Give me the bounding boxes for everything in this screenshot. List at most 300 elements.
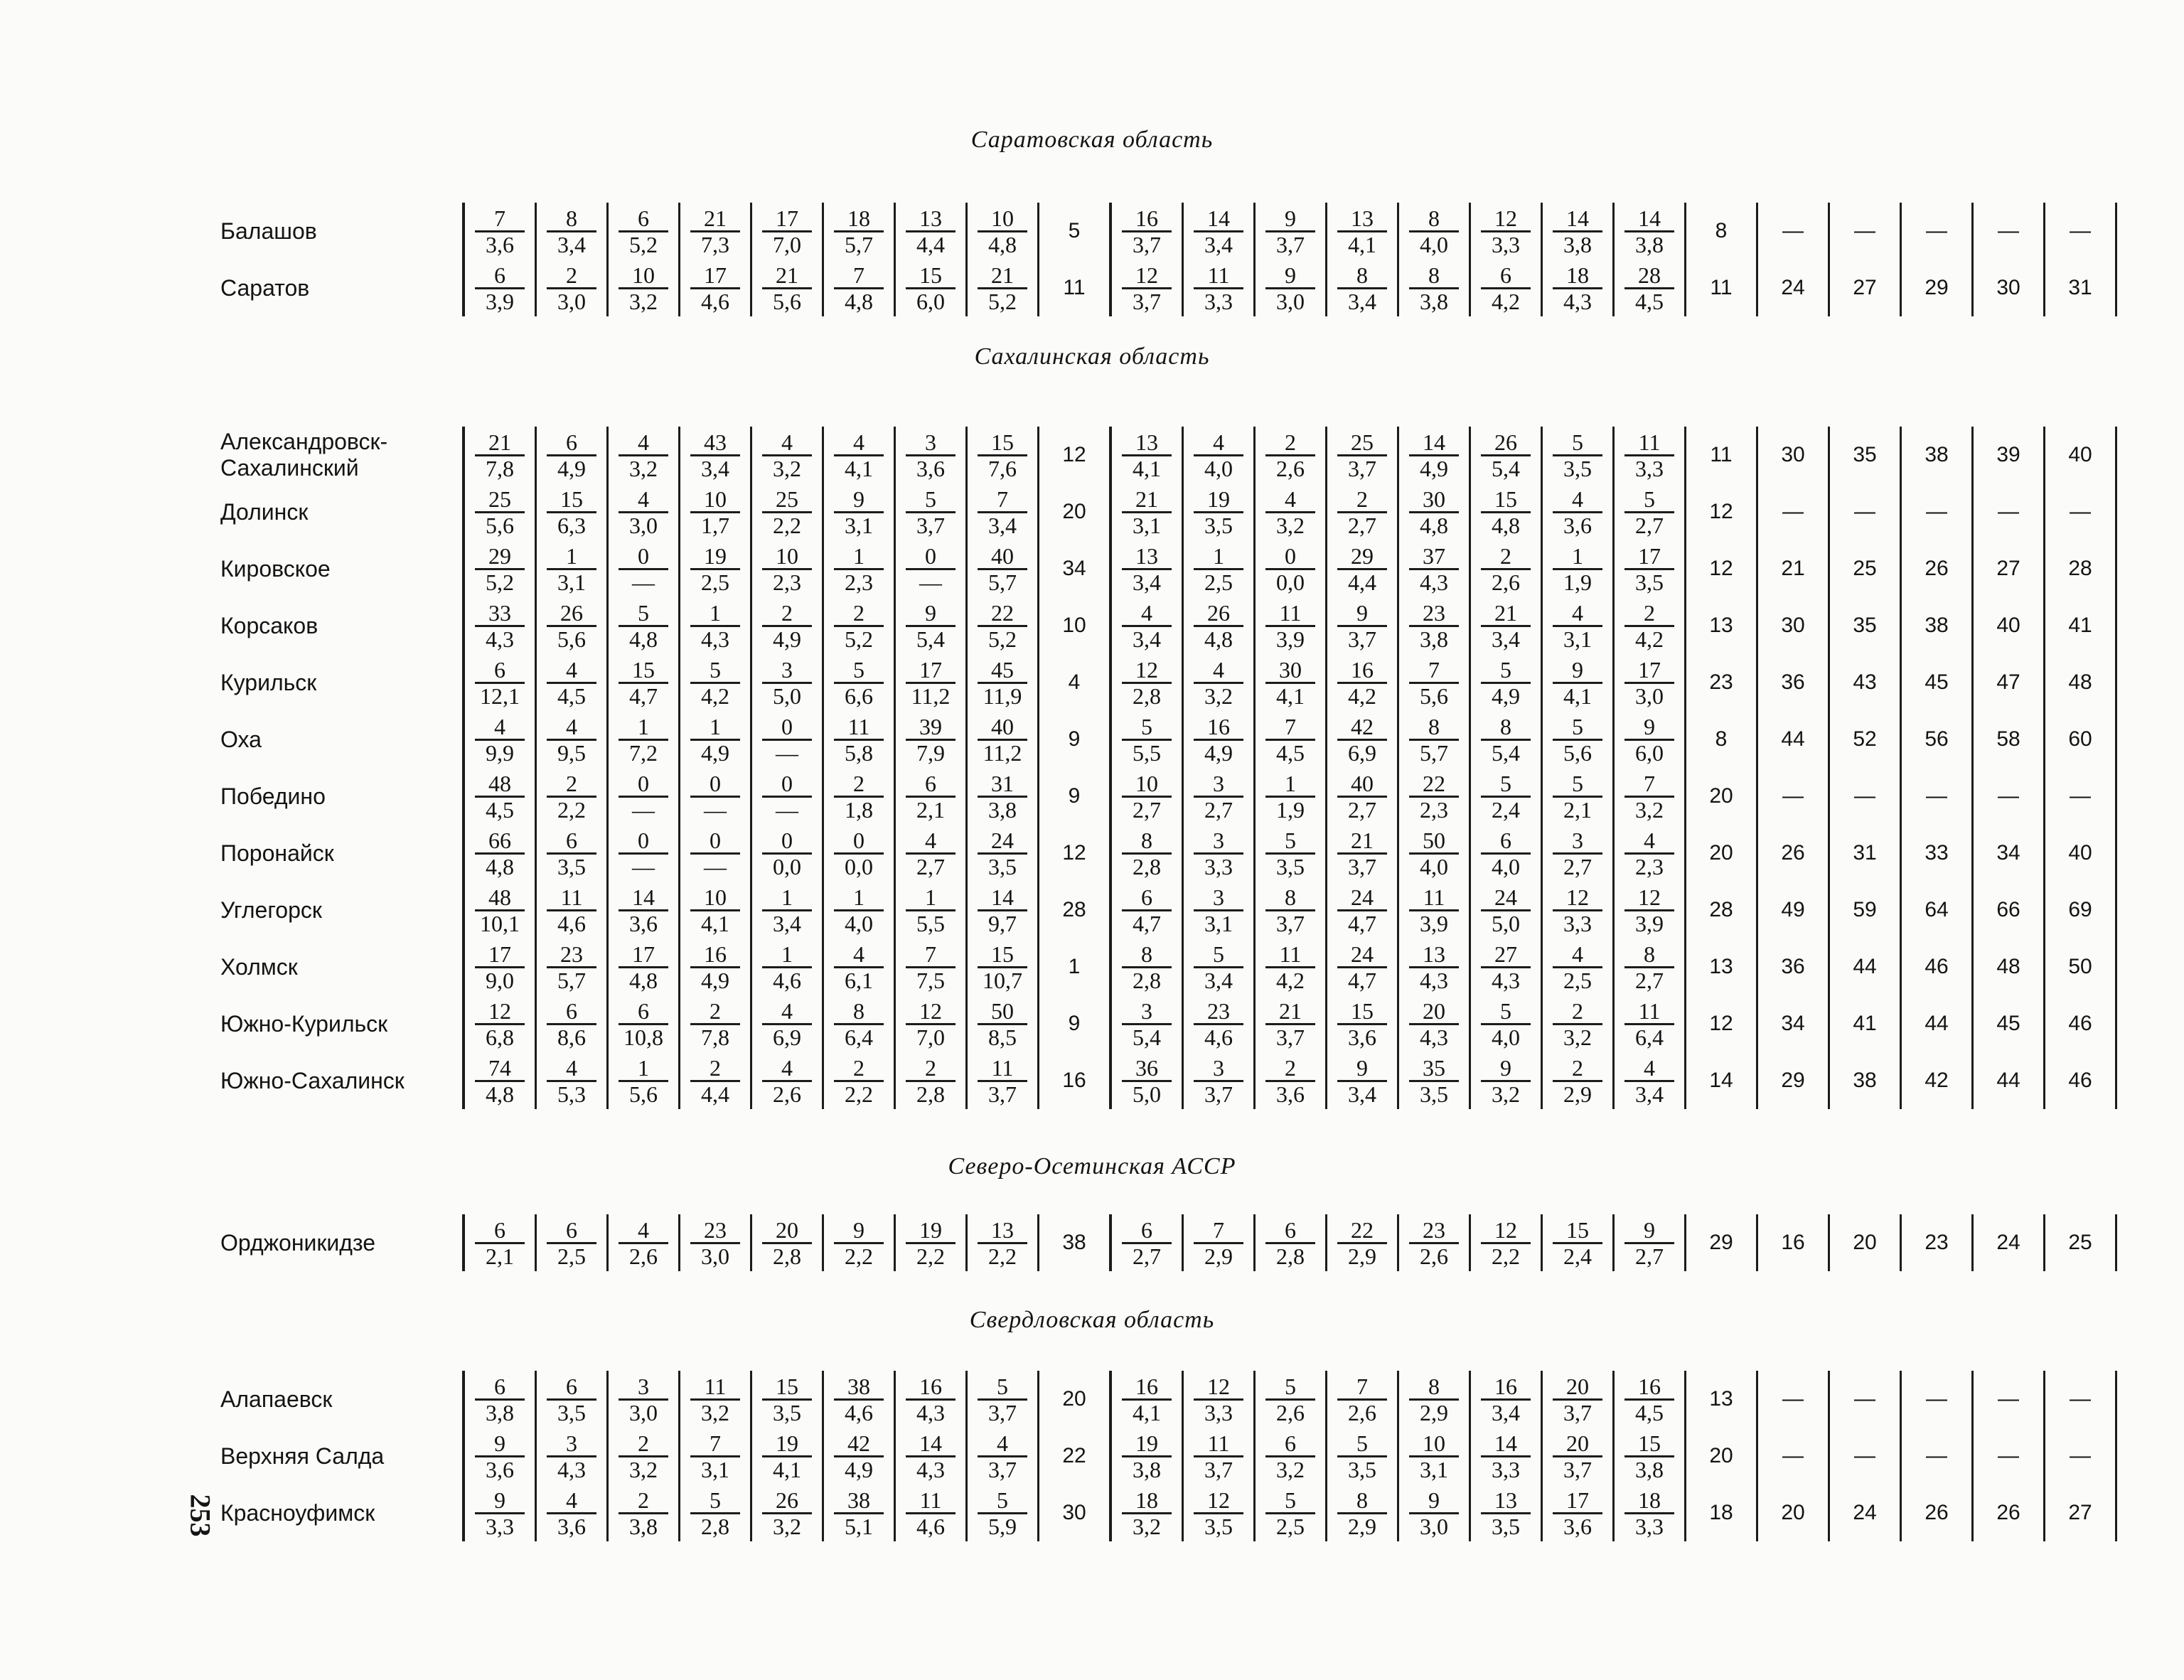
denominator: 3,1	[1194, 909, 1243, 936]
denominator: 6,4	[834, 1023, 884, 1049]
fraction	[690, 942, 740, 993]
numerator: 10	[632, 262, 655, 288]
fraction-cell	[1470, 483, 1542, 540]
denominator: 5,6	[547, 625, 596, 651]
numerator: 18	[1638, 1487, 1661, 1513]
fraction-cell	[608, 1428, 680, 1484]
fraction-cell	[1614, 597, 1686, 654]
numerator: 2	[1572, 997, 1583, 1024]
denominator: 3,7	[1265, 1023, 1315, 1049]
fraction-cell	[1255, 711, 1327, 768]
denominator: 4,8	[475, 852, 525, 879]
fraction	[1122, 1218, 1172, 1268]
fraction-cell	[895, 1484, 967, 1541]
percentile-value: 20	[1829, 1214, 1901, 1271]
percentile-value: 31	[1829, 825, 1901, 882]
fraction	[1553, 658, 1602, 708]
fraction-cell	[823, 711, 895, 768]
numerator: 7	[1213, 1216, 1224, 1243]
denominator: 3,1	[1122, 511, 1172, 537]
fraction-cell	[1398, 825, 1470, 882]
percentile-value: 52	[1829, 711, 1901, 768]
percentile-value: —	[1829, 768, 1901, 825]
percentile-value: 11	[1710, 276, 1733, 299]
denominator: 6,9	[762, 1023, 812, 1049]
fraction-cell	[464, 1428, 536, 1484]
fraction-cell	[967, 768, 1039, 825]
numerator: 13	[919, 205, 942, 231]
fraction	[1409, 771, 1459, 822]
fraction	[1553, 999, 1602, 1049]
fraction-cell	[895, 711, 967, 768]
fraction	[475, 487, 525, 537]
fraction-cell	[751, 1052, 823, 1109]
numerator: 20	[1423, 997, 1445, 1024]
numerator: 1	[1285, 770, 1296, 796]
fraction-cell	[1542, 882, 1614, 938]
fraction-cell	[1255, 540, 1327, 597]
fraction	[475, 828, 525, 879]
fraction	[1122, 206, 1172, 257]
numerator: 0	[781, 713, 793, 739]
numerator: 6	[638, 997, 649, 1024]
numerator: 4	[566, 1487, 577, 1513]
fraction-cell	[1542, 1371, 1614, 1428]
numerator: 1	[781, 884, 793, 910]
numerator: 4	[1572, 599, 1583, 626]
numerator: 5	[1285, 1373, 1296, 1399]
denominator: 3,4	[1122, 568, 1172, 594]
numerator: 38	[847, 1373, 870, 1399]
numerator: 2	[925, 1054, 936, 1081]
fraction	[1624, 1488, 1674, 1539]
numerator: 4	[1213, 656, 1224, 683]
denominator: 3,4	[547, 230, 596, 257]
numerator: 40	[1351, 770, 1374, 796]
numerator: 4	[997, 1430, 1008, 1456]
percentile-value: —	[2045, 768, 2116, 825]
fraction	[1122, 601, 1172, 651]
fraction	[834, 828, 884, 879]
fraction-cell	[1614, 711, 1686, 768]
fraction-cell	[1614, 1484, 1686, 1541]
percentile-value: 44	[1973, 1052, 2045, 1109]
numerator: 3	[781, 656, 793, 683]
fraction	[1624, 206, 1674, 257]
numerator: 25	[488, 486, 511, 512]
fraction-cell	[1183, 1052, 1255, 1109]
fraction	[762, 206, 812, 257]
denominator: 3,0	[690, 1242, 740, 1268]
denominator: 4,3	[475, 625, 525, 651]
denominator: 2,7	[1624, 1242, 1674, 1268]
fraction	[475, 885, 525, 936]
denominator: 4,9	[547, 454, 596, 481]
denominator: 6,3	[547, 511, 596, 537]
denominator: 2,9	[1337, 1512, 1387, 1539]
percentile-value: 24	[1757, 260, 1829, 316]
fraction-cell	[823, 938, 895, 995]
percentile-value: —	[1829, 1371, 1901, 1428]
percentile-value: 12	[1709, 1012, 1733, 1035]
fraction	[475, 1218, 525, 1268]
numerator: 5	[1500, 997, 1511, 1024]
numerator: 1	[1572, 542, 1583, 569]
numerator: 6	[566, 429, 577, 455]
numerator: 16	[1135, 205, 1158, 231]
numerator: 23	[560, 941, 583, 967]
numerator: 9	[1428, 1487, 1440, 1513]
fraction	[906, 771, 956, 822]
fraction	[1624, 601, 1674, 651]
fraction	[1553, 1056, 1602, 1106]
fraction	[1481, 771, 1531, 822]
denominator: 4,6	[1194, 1023, 1243, 1049]
table-row	[213, 825, 2116, 882]
denominator: 3,5	[978, 852, 1027, 879]
denominator: 2,2	[547, 796, 596, 822]
fraction	[1624, 658, 1674, 708]
denominator: —	[690, 852, 740, 879]
fraction-cell	[1470, 938, 1542, 995]
denominator: 4,1	[690, 909, 740, 936]
numerator: 21	[1351, 827, 1374, 853]
fraction	[762, 263, 812, 314]
fraction	[690, 206, 740, 257]
numerator: 22	[991, 599, 1014, 626]
numerator: 5	[1500, 656, 1511, 683]
denominator: 2,5	[1265, 1512, 1315, 1539]
fraction	[906, 544, 956, 594]
fraction-cell	[608, 1484, 680, 1541]
numerator: 23	[704, 1216, 727, 1243]
fraction	[619, 1056, 668, 1106]
fraction-cell	[895, 825, 967, 882]
denominator: 4,3	[1481, 966, 1531, 993]
fraction-cell	[895, 203, 967, 260]
percentile-value: 41	[1829, 995, 1901, 1052]
denominator: 3,2	[619, 287, 668, 314]
numerator: 8	[1141, 827, 1152, 853]
percentile-value: —	[2045, 203, 2116, 260]
fraction	[475, 430, 525, 481]
fraction	[1481, 1218, 1531, 1268]
fraction	[1265, 1488, 1315, 1539]
fraction	[547, 999, 596, 1049]
numerator: 21	[1135, 486, 1158, 512]
percentile-value: 38	[1829, 1052, 1901, 1109]
numerator: 11	[1279, 599, 1302, 626]
denominator: 10,1	[475, 909, 525, 936]
numerator: 8	[1428, 1373, 1440, 1399]
numerator: 11	[1207, 262, 1230, 288]
percentile-value: —	[2045, 1428, 2116, 1484]
numerator: 9	[853, 1216, 864, 1243]
table-row	[213, 1214, 2116, 1271]
fraction-cell	[1398, 260, 1470, 316]
fraction	[1265, 1056, 1315, 1106]
fraction	[762, 1218, 812, 1268]
fraction-cell	[1398, 427, 1470, 483]
fraction	[762, 828, 812, 879]
fraction	[619, 942, 668, 993]
numerator: 8	[853, 997, 864, 1024]
fraction	[619, 601, 668, 651]
table-row	[213, 1371, 2116, 1428]
fraction	[1265, 263, 1315, 314]
fraction-cell	[1110, 1214, 1183, 1271]
fraction	[1194, 828, 1243, 879]
station-name: Курильск	[220, 669, 317, 695]
percentile-value: 33	[1901, 825, 1973, 882]
fraction-cell	[608, 540, 680, 597]
numerator: 5	[1213, 941, 1224, 967]
denominator: 4,8	[619, 625, 668, 651]
denominator: 4,3	[906, 1398, 956, 1425]
table-row	[213, 654, 2116, 711]
numerator: 11	[1423, 884, 1445, 910]
numerator: 17	[488, 941, 511, 967]
fraction	[1337, 430, 1387, 481]
denominator: 3,0	[1624, 682, 1674, 708]
middle-value: 30	[1062, 1501, 1086, 1524]
denominator: 2,6	[619, 1242, 668, 1268]
fraction-cell	[1255, 1428, 1327, 1484]
fraction	[547, 601, 596, 651]
fraction	[1553, 487, 1602, 537]
percentile-value: 35	[1829, 597, 1901, 654]
fraction	[1553, 1218, 1602, 1268]
denominator: 3,3	[1194, 852, 1243, 879]
denominator: 3,4	[1337, 1080, 1387, 1106]
fraction-cell	[464, 427, 536, 483]
fraction	[762, 885, 812, 936]
fraction-cell	[680, 483, 751, 540]
fraction	[690, 544, 740, 594]
fraction	[619, 544, 668, 594]
denominator: —	[619, 796, 668, 822]
numerator: 9	[494, 1487, 505, 1513]
fraction-cell	[1110, 540, 1183, 597]
fraction-cell	[536, 768, 608, 825]
fraction-cell	[1183, 1371, 1255, 1428]
fraction-cell	[680, 1214, 751, 1271]
fraction	[1337, 885, 1387, 936]
middle-value: 12	[1062, 443, 1086, 466]
fraction-cell	[967, 540, 1039, 597]
denominator: 4,0	[834, 909, 884, 936]
fraction-cell	[1542, 1428, 1614, 1484]
fraction-cell	[1110, 1371, 1183, 1428]
denominator: 3,6	[1265, 1080, 1315, 1106]
numerator: 10	[1135, 770, 1158, 796]
numerator: 28	[1638, 262, 1661, 288]
percentile-value: 66	[1973, 882, 2045, 938]
fraction	[1194, 771, 1243, 822]
denominator: 3,3	[1624, 454, 1674, 481]
denominator: 1,9	[1553, 568, 1602, 594]
fraction-cell	[1110, 711, 1183, 768]
percentile-value: —	[1901, 203, 1973, 260]
numerator: 2	[566, 770, 577, 796]
numerator: 0	[1285, 542, 1296, 569]
numerator: 17	[919, 656, 942, 683]
fraction-cell	[751, 938, 823, 995]
denominator: 5,7	[978, 568, 1027, 594]
denominator: 4,3	[547, 1455, 596, 1482]
percentile-value: 34	[1757, 995, 1829, 1052]
fraction-cell	[608, 427, 680, 483]
numerator: 5	[1572, 713, 1583, 739]
fraction	[1553, 1374, 1602, 1425]
numerator: 6	[494, 656, 505, 683]
middle-value: 22	[1062, 1444, 1086, 1467]
numerator: 2	[1572, 1054, 1583, 1081]
denominator: 3,9	[1265, 625, 1315, 651]
numerator: 12	[1207, 1487, 1230, 1513]
fraction	[1624, 1374, 1674, 1425]
denominator: 3,2	[762, 1512, 812, 1539]
fraction	[1122, 828, 1172, 879]
fraction	[978, 999, 1027, 1049]
fraction-cell	[895, 1214, 967, 1271]
fraction-cell	[464, 768, 536, 825]
fraction	[1337, 1056, 1387, 1106]
denominator: 4,9	[690, 966, 740, 993]
fraction-cell	[1542, 711, 1614, 768]
fraction	[1194, 885, 1243, 936]
table-row	[213, 995, 2116, 1052]
numerator: 21	[704, 205, 727, 231]
fraction-cell	[967, 1214, 1039, 1271]
fraction	[1337, 263, 1387, 314]
fraction	[834, 715, 884, 765]
numerator: 5	[997, 1487, 1008, 1513]
fraction	[547, 885, 596, 936]
denominator: 2,2	[762, 511, 812, 537]
numerator: 4	[781, 997, 793, 1024]
fraction	[1122, 263, 1172, 314]
fraction-cell	[1110, 260, 1183, 316]
fraction-cell	[464, 540, 536, 597]
fraction	[762, 715, 812, 765]
numerator: 5	[1285, 827, 1296, 853]
fraction-cell	[1327, 1214, 1398, 1271]
numerator: 38	[847, 1487, 870, 1513]
denominator: 2,4	[1553, 1242, 1602, 1268]
denominator: 3,4	[1481, 1398, 1531, 1425]
numerator: 17	[776, 205, 798, 231]
fraction-cell	[536, 1484, 608, 1541]
fraction	[1194, 658, 1243, 708]
denominator: 8,5	[978, 1023, 1027, 1049]
denominator: 2,2	[906, 1242, 956, 1268]
fraction	[1194, 487, 1243, 537]
table-row	[213, 597, 2116, 654]
fraction-cell	[1470, 260, 1542, 316]
fraction-cell	[464, 483, 536, 540]
denominator: 3,8	[1624, 230, 1674, 257]
middle-value: 1	[1068, 955, 1081, 978]
percentile-value: —	[1901, 768, 1973, 825]
denominator: 2,6	[1409, 1242, 1459, 1268]
fraction	[1481, 430, 1531, 481]
fraction-cell	[1255, 203, 1327, 260]
denominator: 3,4	[762, 909, 812, 936]
denominator: 3,6	[547, 1512, 596, 1539]
fraction	[1122, 544, 1172, 594]
fraction-cell	[1110, 654, 1183, 711]
numerator: 10	[776, 542, 798, 569]
fraction-cell	[1110, 483, 1183, 540]
percentile-value: 59	[1829, 882, 1901, 938]
fraction-cell	[608, 882, 680, 938]
fraction-cell	[967, 203, 1039, 260]
fraction-cell	[1183, 540, 1255, 597]
fraction	[475, 206, 525, 257]
fraction	[978, 601, 1027, 651]
fraction-cell	[1110, 1484, 1183, 1541]
station-name: Холмск	[220, 953, 298, 980]
denominator: 5,2	[834, 625, 884, 651]
denominator: 2,7	[1194, 796, 1243, 822]
fraction-cell	[1614, 995, 1686, 1052]
station-name: Орджоникидзе	[220, 1229, 376, 1256]
numerator: 16	[1638, 1373, 1661, 1399]
denominator: 4,6	[690, 287, 740, 314]
denominator: 10,8	[619, 1023, 668, 1049]
fraction	[906, 1218, 956, 1268]
table-row	[213, 540, 2116, 597]
percentile-value: 29	[1757, 1052, 1829, 1109]
fraction-cell	[895, 597, 967, 654]
fraction	[1553, 771, 1602, 822]
fraction	[547, 206, 596, 257]
denominator: 2,6	[1265, 454, 1315, 481]
denominator: 5,6	[1409, 682, 1459, 708]
middle-value: 28	[1062, 898, 1086, 921]
denominator: 3,5	[762, 1398, 812, 1425]
numerator: 40	[991, 713, 1014, 739]
fraction-cell	[1398, 1371, 1470, 1428]
percentile-value: 42	[1901, 1052, 1973, 1109]
denominator: 3,4	[1481, 625, 1531, 651]
numerator: 2	[1285, 1054, 1296, 1081]
fraction	[1481, 1488, 1531, 1539]
middle-value: 20	[1062, 500, 1086, 523]
fraction	[1553, 1488, 1602, 1539]
fraction-cell	[967, 654, 1039, 711]
numerator: 9	[1285, 205, 1296, 231]
numerator: 24	[1351, 941, 1374, 967]
station-name: Поронайск	[220, 840, 334, 866]
denominator: 2,9	[1337, 1242, 1387, 1268]
numerator: 2	[1500, 542, 1511, 569]
denominator: 3,4	[1194, 966, 1243, 993]
denominator: 5,6	[1553, 739, 1602, 765]
denominator: 8,6	[547, 1023, 596, 1049]
denominator: 4,3	[1409, 568, 1459, 594]
table-row	[213, 768, 2116, 825]
fraction-cell	[1110, 427, 1183, 483]
fraction	[834, 544, 884, 594]
fraction-cell	[1542, 203, 1614, 260]
fraction-cell	[1255, 260, 1327, 316]
station-name: Алапаевск	[220, 1386, 333, 1412]
middle-value: 34	[1062, 557, 1086, 580]
fraction	[906, 885, 956, 936]
fraction-cell	[536, 654, 608, 711]
